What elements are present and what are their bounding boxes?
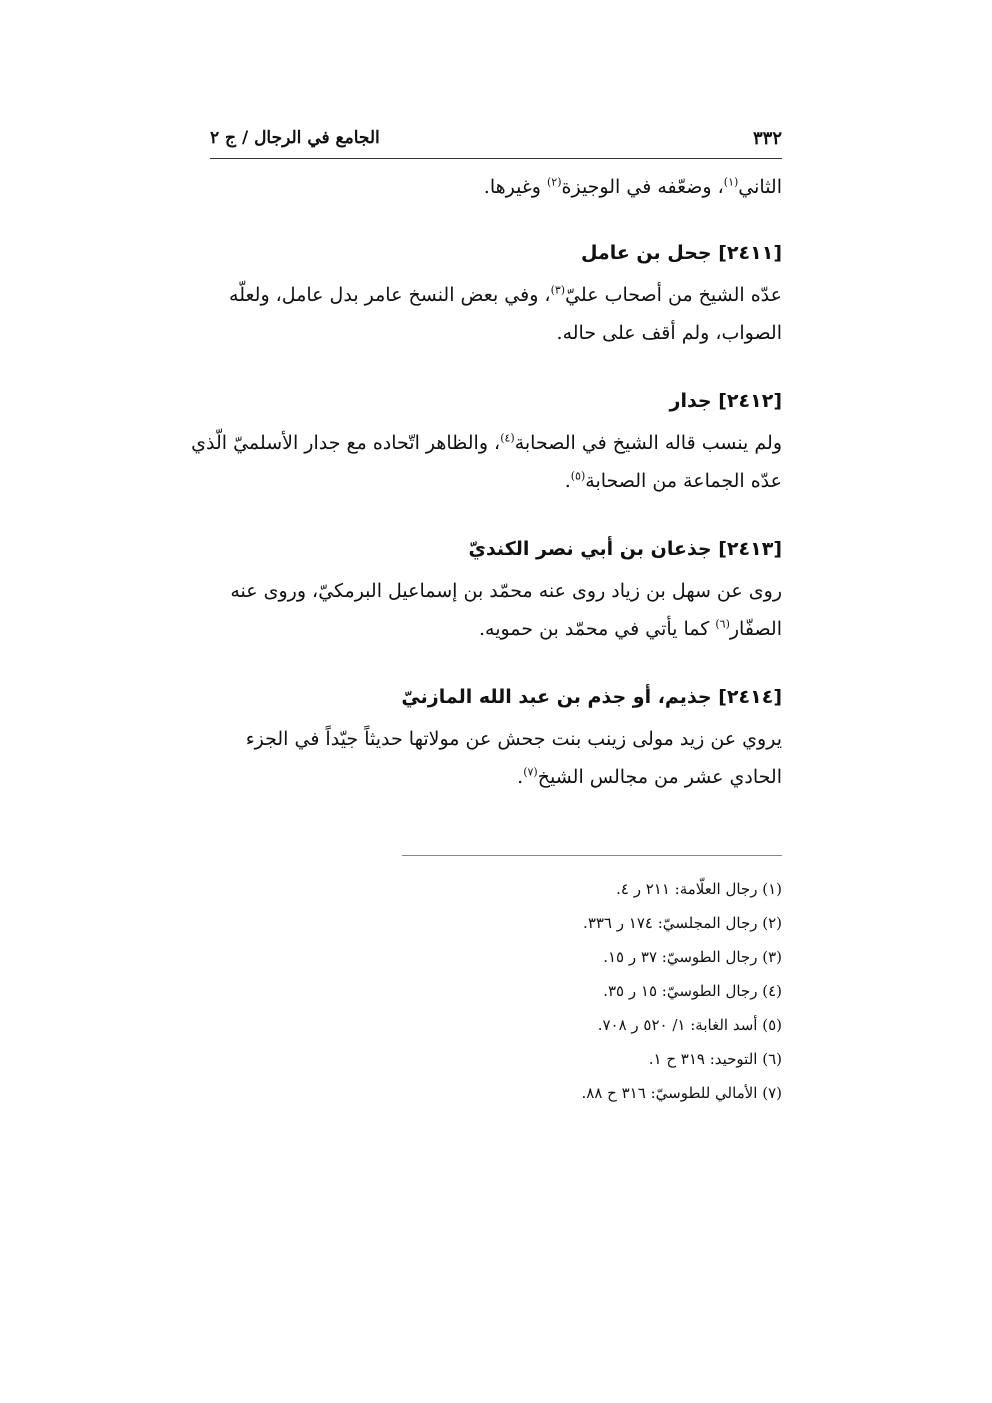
book-title: الجامع في الرجال / ج ٢ xyxy=(210,128,380,148)
footnote: (٤) رجال الطوسيّ: ١٥ ر ٣٥. xyxy=(603,982,782,1000)
footnotes xyxy=(402,872,782,1110)
footnote-ref[interactable]: (٦) xyxy=(715,617,730,631)
intro-line: الثاني$^{(١)}$، وضعّفه في الوجيزة$^{(٢)}$ وغيرها. xyxy=(483,175,782,198)
footnote-ref[interactable]: (٢) xyxy=(547,175,562,189)
page-number: ٣٣٢ xyxy=(752,128,782,149)
entry-heading: [٢٤١٢] جدار xyxy=(669,390,782,412)
entry-heading: [٢٤١٤] جذيم، أو جذم بن عبد الله المازنيّ xyxy=(401,686,782,708)
entry-body: ولم ينسب قاله الشيخ في الصحابة$^{(٤)}$، والظاهر اتّحاده مع جدار الأسلميّ الّذي عدّه الجماعة من الصحابة$^{(٥)}$. xyxy=(191,431,782,492)
footnote-ref[interactable]: (٣) xyxy=(550,283,566,297)
entry-heading: [٢٤١٣] جذعان بن أبي نصر الكنديّ xyxy=(468,538,782,560)
footnote: (٦) التوحيد: ٣١٩ ح ١. xyxy=(648,1050,782,1068)
entry-heading: [٢٤١١] جحل بن عامل xyxy=(580,242,782,264)
page-header xyxy=(210,118,782,159)
footnote-ref[interactable]: (٤) xyxy=(500,431,515,445)
entry-body: روى عن سهل بن زياد روى عنه محمّد بن إسماعيل البرمكيّ، وروى عنه الصفّار$^{(٦)}$ كما يأتي في محمّد بن حمويه. xyxy=(230,580,782,640)
intro-paragraph xyxy=(210,168,782,206)
footnote-ref[interactable]: (٥) xyxy=(570,469,586,483)
entry-body: عدّه الشيخ من أصحاب عليّ$^{(٣)}$، وفي بعض النسخ عامر بدل عامل، ولعلّه الصواب، ولم أقف على حاله. xyxy=(229,283,782,344)
footnote-divider xyxy=(402,855,782,856)
footnote-ref[interactable]: (٧) xyxy=(523,765,538,779)
entry-body: يروي عن زيد مولى زينب بنت جحش عن مولاتها حديثاً جيّداً في الجزء الحادي عشر من مجالس الشيخ$^{(٧)}$. xyxy=(245,728,782,788)
footnote: (٣) رجال الطوسيّ: ٣٧ ر ١٥. xyxy=(603,948,782,966)
footnote: (١) رجال العلّامة: ٢١١ ر ٤. xyxy=(616,880,782,898)
footnote: (٧) الأمالي للطوسيّ: ٣١٦ ح ٨٨. xyxy=(581,1084,782,1102)
footnote-ref[interactable]: (١) xyxy=(723,175,739,189)
footnote: (٢) رجال المجلسيّ: ١٧٤ ر ٣٣٦. xyxy=(583,914,782,932)
footnote: (٥) أسد الغابة: ١/ ٥٢٠ ر ٧٠٨. xyxy=(597,1016,782,1034)
